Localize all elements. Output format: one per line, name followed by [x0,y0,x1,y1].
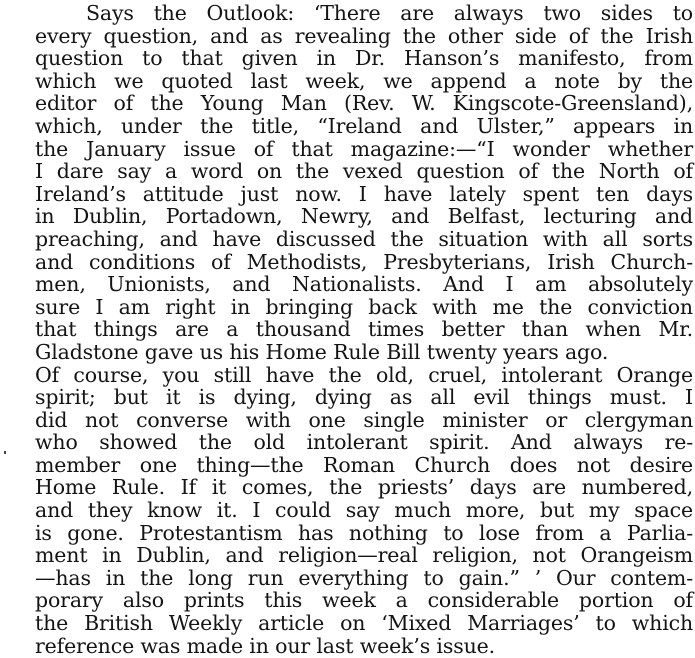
article-line-26: —has in the long run everything to gain.” ’ Our contem- [35,565,693,590]
article-line-20: who showed the old intolerant spirit. And always re- [35,430,693,455]
article-line-4: which we quoted last week, we append a note by the [35,68,693,93]
article-line-10: in Dublin, Portadown, Newry, and Belfast, lecturing and [35,204,693,229]
article-line-22: Home Rule. If it comes, the priests’ days are numbered, [35,475,693,500]
article-line-23: and they know it. I could say much more, but my space [35,498,693,523]
article-line-19: did not converse with one single minister or clergyman [35,407,693,432]
article-line-3: question to that given in Dr. Hanson’s manifesto, from [35,46,693,71]
article-line-28: the British Weekly article on ‘Mixed Marriages’ to which [35,611,693,636]
article-line-14: sure I am right in bringing back with me the conviction [35,294,693,319]
article-line-6: which, under the title, “Ireland and Ulster,” appears in [35,113,693,138]
article-line-7: the January issue of that magazine:—“I wonder whether [35,136,693,161]
article-line-11: preaching, and have discussed the situation with all sorts [35,226,693,251]
article-line-15: that things are a thousand times better than when Mr. [35,317,693,342]
article-line-13: men, Unionists, and Nationalists. And I am absolutely [35,272,693,297]
article-line-24: is gone. Protestantism has nothing to lose from a Parlia- [35,520,693,545]
article-line-29: reference was made in our last week’s issue. [35,633,495,658]
article-line-12: and conditions of Methodists, Presbyterians, Irish Church- [35,249,693,274]
article-line-16: Gladstone gave us his Home Rule Bill twenty years ago. [35,339,609,364]
article-line-17: Of course, you still have the old, cruel, intolerant Orange [35,362,693,387]
article-line-2: every question, and as revealing the other side of the Irish [35,23,693,48]
article-line-21: member one thing—the Roman Church does not desire [35,452,693,477]
article-line-1: Says the Outlook: ‘There are always two sides to [86,1,693,25]
article-line-25: ment in Dublin, and religion—real religion, not Orangeism [35,543,693,568]
article-line-8: I dare say a word on the vexed question of the North of [35,159,693,184]
article-line-18: spirit; but it is dying, dying as all evil things must. I [35,385,693,410]
article-line-27: porary also prints this week a considerable portion of [35,588,693,613]
article-line-9: Ireland’s attitude just now. I have lately spent ten days [35,181,693,206]
article-line-5: editor of the Young Man (Rev. W. Kingscote-Greensland), [35,91,693,116]
margin-ink-speck [4,451,6,454]
